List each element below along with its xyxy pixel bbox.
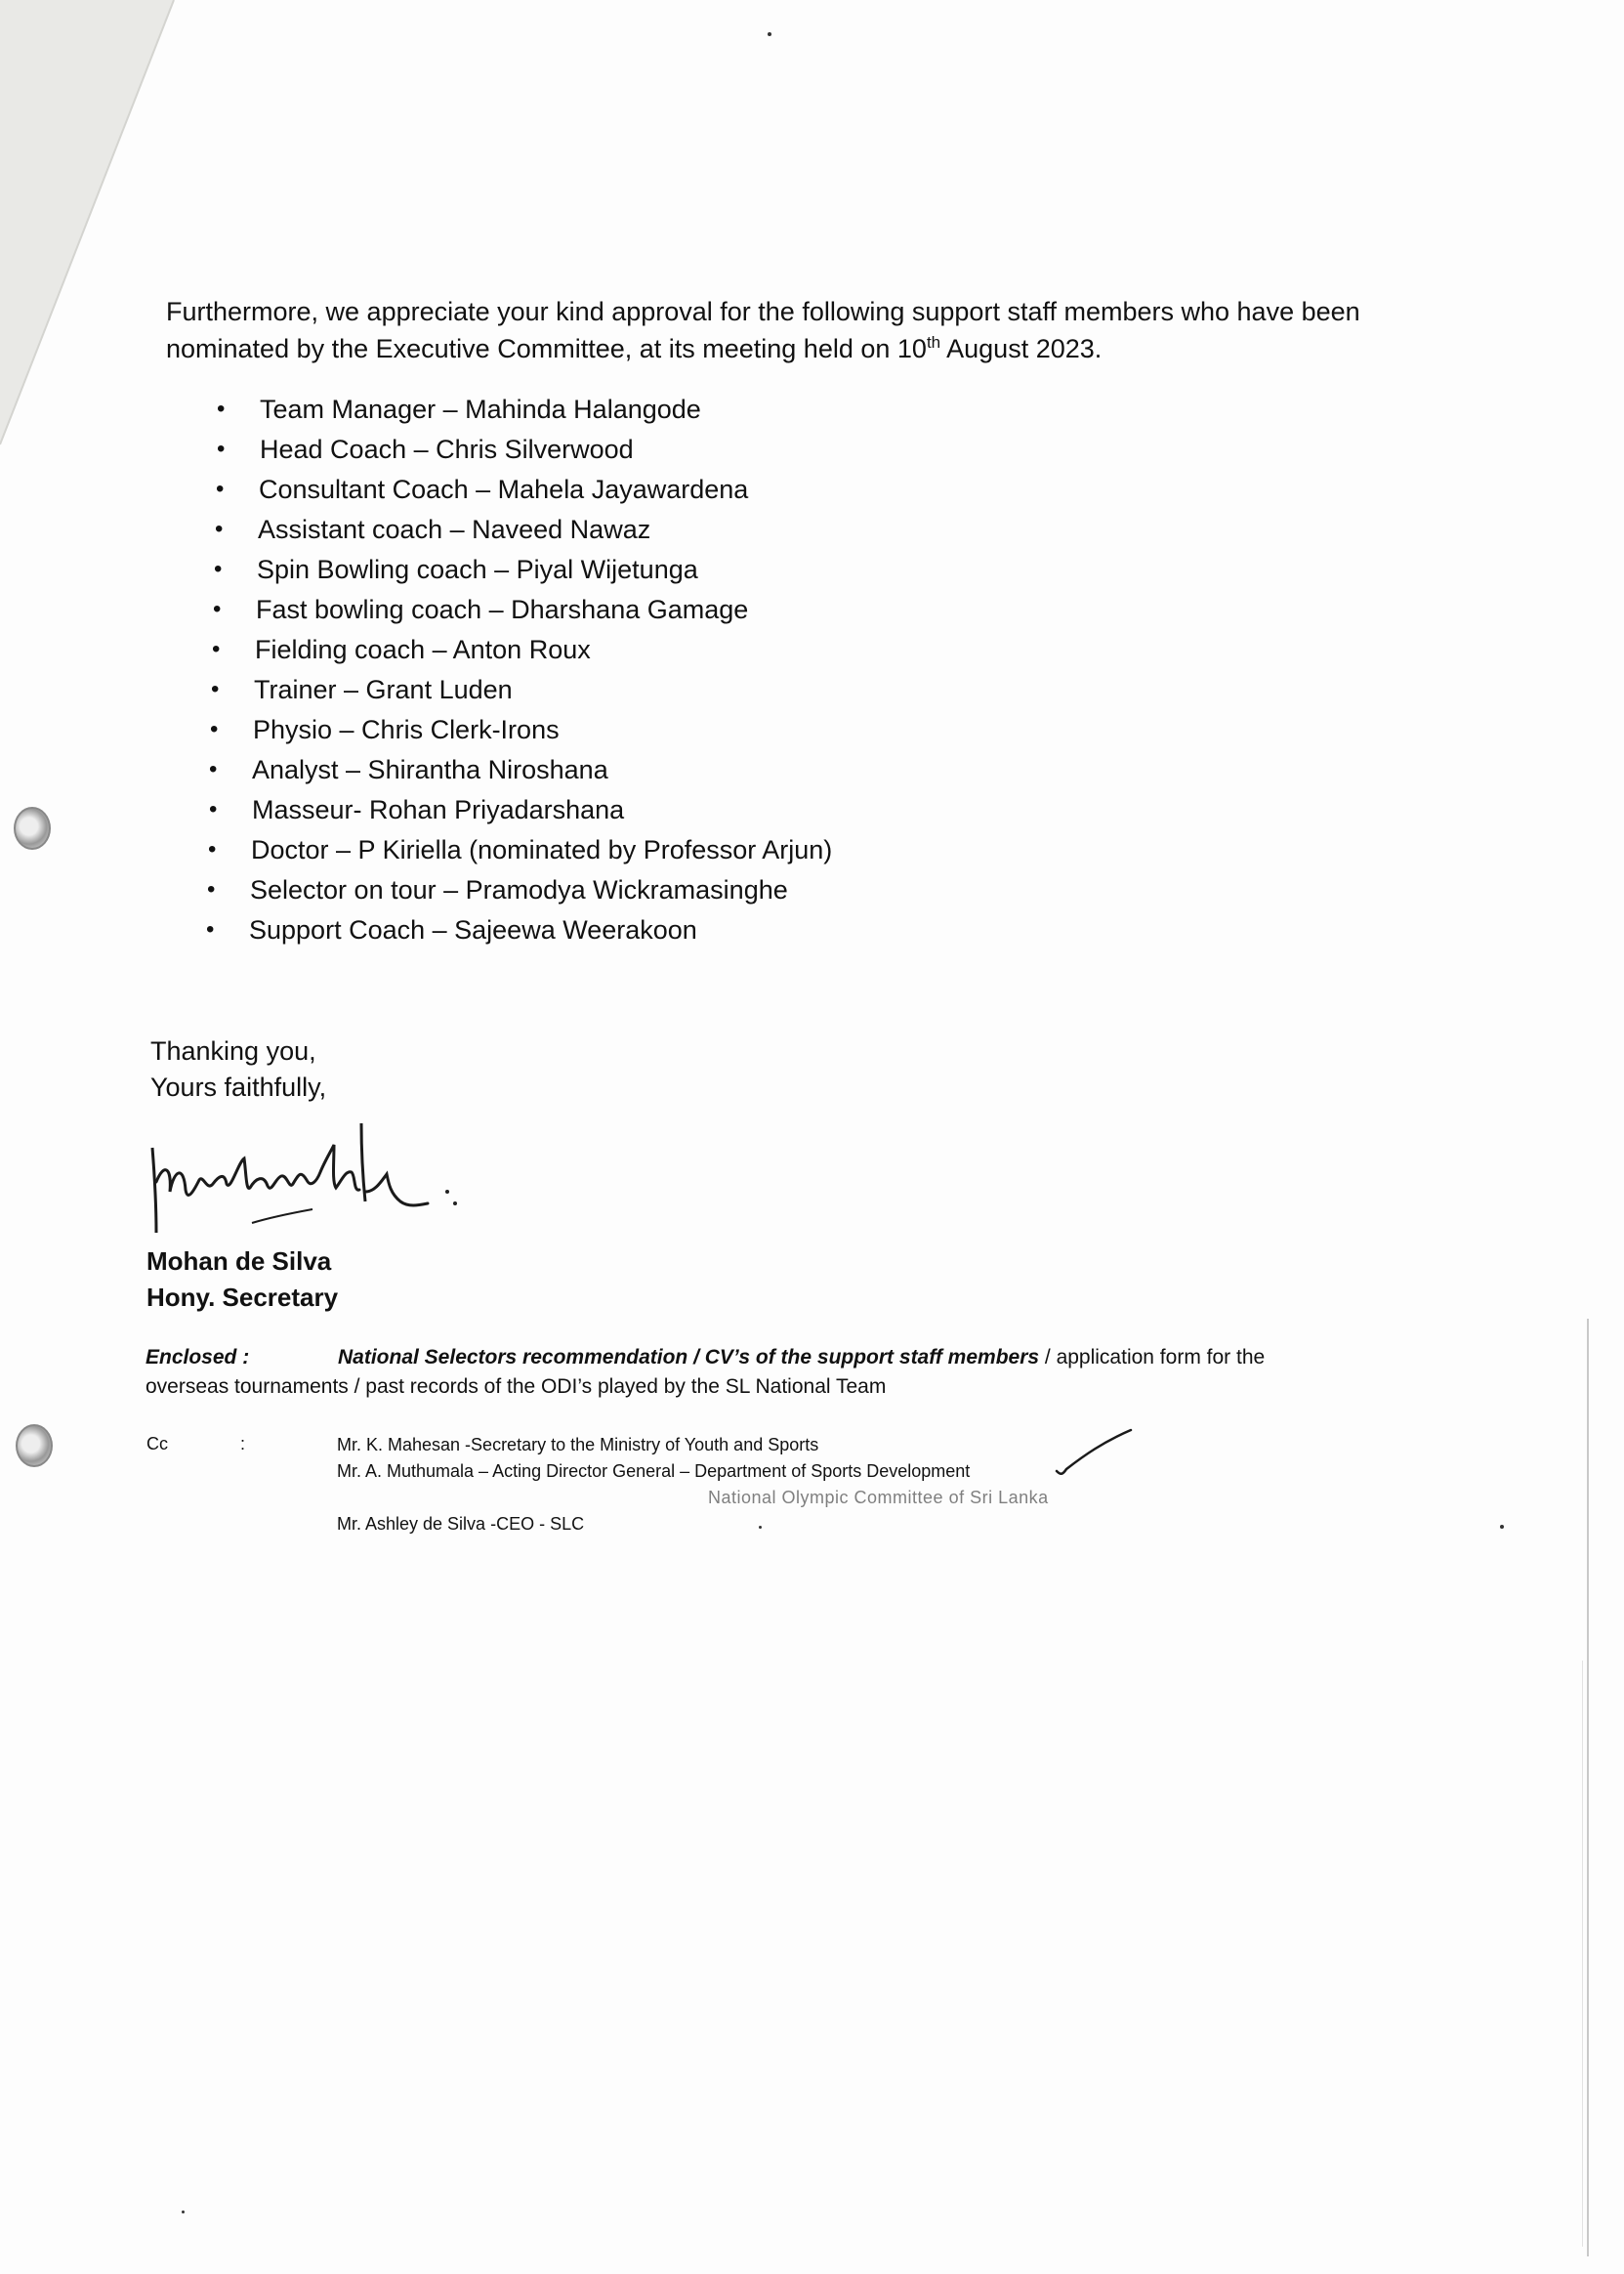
bullet-icon: • [208, 836, 217, 863]
intro-date-text: August 2023. [940, 334, 1103, 363]
staff-entry: Assistant coach – Naveed Nawaz [258, 515, 651, 544]
list-item [215, 513, 651, 546]
enclosed-italic-text: National Selectors recommendation / CV’s of the support staff members [338, 1346, 1040, 1369]
staff-entry: Analyst – Shirantha Niroshana [252, 755, 608, 784]
cc-recipients [337, 1432, 1049, 1537]
staff-entry: Selector on tour – Pramodya Wickramasinghe [250, 875, 788, 905]
scan-speck [182, 2211, 185, 2213]
list-item [209, 793, 625, 826]
scan-shadow [0, 0, 176, 449]
bullet-icon: • [210, 716, 219, 742]
intro-text: Furthermore, we appreciate your kind approval for the following support staff members who have been nominated by the Executive Committee, at its meeting held on 10 [166, 297, 1360, 363]
scan-speck [1500, 1525, 1504, 1529]
staff-entry: Fast bowling coach – Dharshana Gamage [256, 595, 749, 624]
staff-entry: Support Coach – Sajeewa Weerakoon [249, 915, 697, 945]
faithfully-line: Yours faithfully, [150, 1073, 327, 1102]
closing-block [150, 1033, 326, 1106]
staff-entry: Team Manager – Mahinda Halangode [260, 395, 701, 424]
enclosed-rest-text: / application form for the [1039, 1346, 1266, 1369]
staff-entry: Doctor – P Kiriella (nominated by Professor Arjun) [251, 835, 833, 864]
punch-hole-mark [16, 1424, 53, 1467]
staff-entry: Head Coach – Chris Silverwood [260, 435, 634, 464]
bullet-icon: • [209, 756, 218, 782]
list-item [210, 713, 560, 746]
bullet-icon: • [212, 636, 221, 662]
staff-entry: Fielding coach – Anton Roux [255, 635, 591, 664]
enclosed-line-2: overseas tournaments / past records of the ODI’s played by the SL National Team [146, 1375, 887, 1398]
signer-title: Hony. Secretary [146, 1283, 339, 1312]
cc-recipient: Mr. A. Muthumala – Acting Director General – Department of Sports Development [337, 1461, 971, 1481]
bullet-icon: • [206, 916, 215, 943]
cc-colon: : [240, 1434, 246, 1453]
bullet-icon: • [214, 556, 223, 582]
staff-entry: Consultant Coach – Mahela Jayawardena [259, 475, 749, 504]
bullet-icon: • [216, 476, 225, 502]
bullet-icon: • [207, 876, 216, 903]
staff-entry: Physio – Chris Clerk-Irons [253, 715, 560, 744]
list-item [211, 673, 513, 706]
bullet-icon: • [213, 596, 222, 622]
bullet-icon: • [217, 396, 226, 422]
staff-entry: Masseur- Rohan Priyadarshana [252, 795, 625, 824]
bullet-icon: • [215, 516, 224, 542]
enclosed-line-1 [338, 1346, 1265, 1369]
bullet-icon: • [209, 796, 218, 822]
cc-recipient: Mr. Ashley de Silva -CEO - SLC [337, 1514, 585, 1534]
scan-speck [768, 32, 771, 36]
ordinal-suffix: th [926, 333, 941, 352]
handwritten-signature [145, 1123, 477, 1250]
thanking-line: Thanking you, [150, 1036, 316, 1066]
page-edge-line [1587, 1319, 1589, 2256]
list-item [216, 473, 749, 506]
staff-entry: Trainer – Grant Luden [254, 675, 513, 704]
cc-recipient: Mr. K. Mahesan -Secretary to the Ministry of Youth and Sports [337, 1435, 819, 1454]
list-item [206, 913, 697, 947]
page-edge-line [1582, 1661, 1583, 2247]
list-item [217, 433, 634, 466]
intro-paragraph [166, 293, 1426, 367]
enclosed-label: Enclosed : [146, 1346, 250, 1369]
list-item [212, 633, 591, 666]
bullet-icon: • [211, 676, 220, 702]
cc-label: Cc [146, 1434, 168, 1453]
bullet-icon: • [217, 436, 226, 462]
list-item [208, 833, 833, 866]
list-item [217, 393, 701, 426]
list-item [209, 753, 608, 786]
cc-recipient: National Olympic Committee of Sri Lanka [708, 1488, 1049, 1507]
list-item [214, 553, 698, 586]
signer-name: Mohan de Silva [146, 1246, 332, 1276]
check-mark-icon [1055, 1428, 1133, 1477]
punch-hole-mark [14, 807, 51, 850]
list-item [207, 873, 788, 906]
list-item [213, 593, 749, 626]
staff-entry: Spin Bowling coach – Piyal Wijetunga [257, 555, 698, 584]
